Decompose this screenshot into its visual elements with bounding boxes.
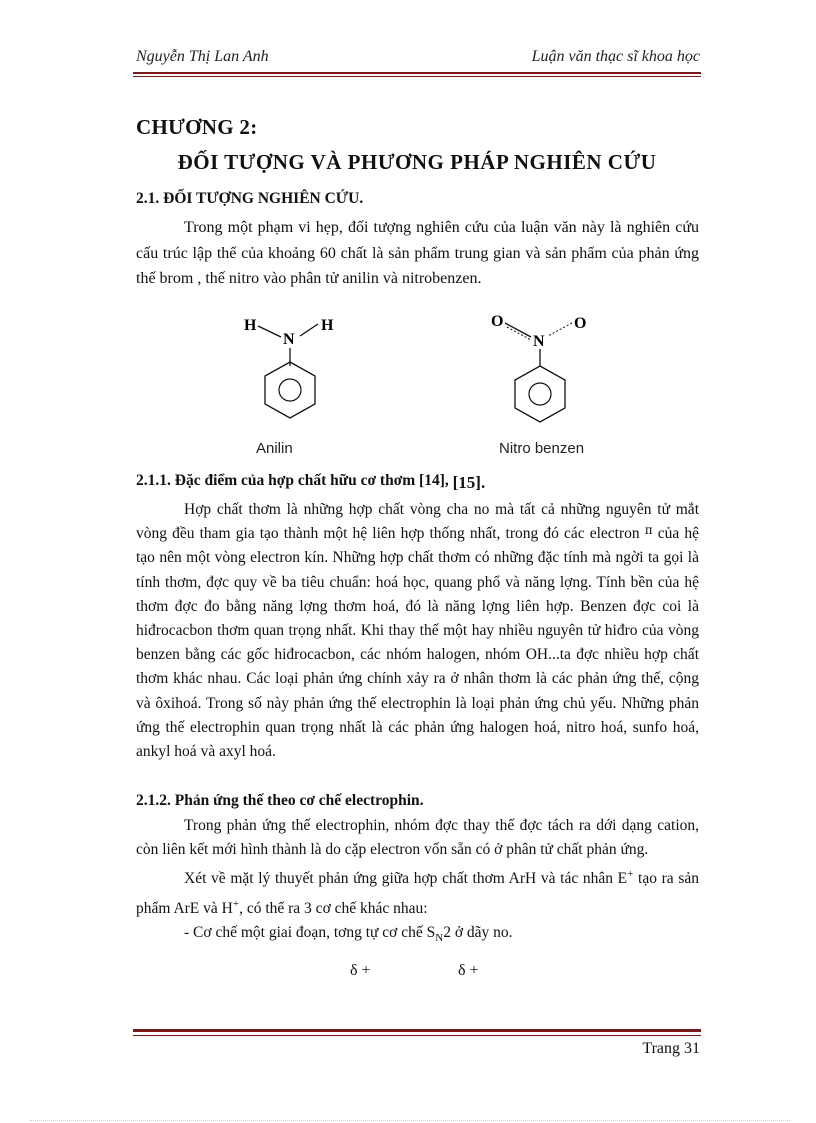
header-author: Nguyễn Thị Lan Anh — [136, 48, 269, 65]
text-2-part-a: Xét về mặt lý thuyết phản ứng giữa hợp chất thơm ArH và tác nhân E — [184, 870, 628, 888]
nitro-atom-o1: O — [491, 313, 504, 330]
anilin-atom-h2: H — [321, 317, 334, 334]
anilin-atom-h1: H — [244, 317, 257, 334]
page-number: Trang 31 — [642, 1040, 700, 1057]
section-2-1-2-text-2 — [136, 862, 699, 921]
nitrobenzen-label: Nitro benzen — [499, 440, 585, 457]
pi-symbol: π — [644, 523, 653, 538]
section-2-1-1-heading — [136, 470, 485, 490]
chapter-title: ĐỐI TƯỢNG VÀ PHƯƠNG PHÁP NGHIÊN CỨU — [177, 150, 657, 174]
nitro-atom-n: N — [533, 333, 545, 350]
section-2-1-1-paragraph — [136, 498, 699, 764]
text-3-part-a: - Cơ chế một giai đoạn, tơng tự cơ chế S — [184, 924, 436, 942]
anilin-atom-n: N — [283, 331, 295, 348]
nitrobenzen-structure — [485, 306, 595, 424]
section-2-1-1-ref: [15]. — [452, 473, 486, 492]
section-2-1-2-heading: 2.1.2. Phản ứng thế theo cơ chế electrophin. — [136, 792, 424, 809]
section-2-1-2-text-3 — [136, 921, 699, 950]
sn-subscript: N — [435, 932, 444, 945]
text-3-part-b: 2 ở dãy no. — [443, 924, 513, 942]
section-2-1-2-paragraph — [136, 814, 699, 950]
h-plus-sup: + — [232, 897, 240, 910]
text-2-part-c: , có thể ra 3 cơ chế khác nhau: — [239, 899, 428, 917]
section-2-1-text: Trong một phạm vi hẹp, đối tượng nghiên cứu của luận văn này là nghiên cứu cấu trúc lập thể của khoảng 60 chất là sản phẩm trung gian và sản phẩm của phản ứng thế brom , thế nitro vào phân tử anilin và nitrobenzen. — [136, 219, 699, 287]
nitro-atom-o2: O — [574, 315, 587, 332]
e-plus-sup: + — [627, 868, 634, 881]
footer-rule — [133, 1029, 701, 1032]
delta-plus-1: δ + — [350, 962, 371, 979]
section-2-1-paragraph — [136, 215, 699, 292]
text-2-part-b: tạo ra sản phẩm ArE và H — [136, 870, 700, 917]
section-2-1-1-text-part1: Hợp chất thơm là những hợp chất vòng cha no mà tất cả những nguyên tử mắt vòng đều tham gia tạo thành một hệ liên hợp thống nhất, trong đó các electron — [136, 501, 699, 543]
section-2-1-1-heading-text: 2.1.1. Đặc điểm của hợp chất hữu cơ thơm [14], — [136, 472, 449, 489]
section-2-1-1-text-part2: của hệ tạo nên một vòng electron kín. Những hợp chất thơm có những đặc tính mà ngời ta gọi là tính thơm, đợc quy về ba tiêu chuẩn: hoá học, quang phổ và năng lợng. Tính bền của hệ thơm đợc đo bằng năng lợng thơm hoá, đó là năng lợng liên hợp. Benzen đợc coi là hiđrocacbon thơm quan trọng nhất. Khi thay thế một hay nhiều nguyên tử hiđro của vòng benzen bằng các gốc hiđrocacbon, các nhóm halogen, nhóm OH...ta đợc nhiều hợp chất thơm khác nhau. Các loại phản ứng chính xảy ra ở nhân thơm là các phản ứng thế, cộng và ôxihoá. Trong số này phản ứng thế electrophin là loại phản ứng chủ yếu. Những phản ứng thế electrophin quan trọng nhất là các phản ứng halogen hoá, nitro hoá, sunfo hoá, ankyl hoá và axyl hoá. — [136, 525, 699, 761]
header-rule-thin — [133, 76, 701, 77]
footer-rule-thin — [133, 1035, 701, 1036]
delta-plus-2: δ + — [458, 962, 479, 979]
anilin-structure — [236, 310, 356, 420]
section-2-1-1-text — [136, 498, 699, 764]
section-2-1-heading: 2.1. ĐỐI TƯỢNG NGHIÊN CỨU. — [136, 190, 364, 207]
header-thesis-title: Luận văn thạc sĩ khoa học — [531, 48, 700, 65]
page-edge-dotted — [30, 1120, 790, 1121]
header-rule — [133, 72, 701, 74]
anilin-label: Anilin — [256, 440, 293, 457]
chapter-number: CHƯƠNG 2: — [136, 115, 258, 139]
section-2-1-2-text-1: Trong phản ứng thế electrophin, nhóm đợc thay thế đợc tách ra dới dạng cation, còn liên kết mới hình thành là do cặp electron vốn sẵn có ở phân tử chất phản ứng. — [136, 817, 699, 859]
